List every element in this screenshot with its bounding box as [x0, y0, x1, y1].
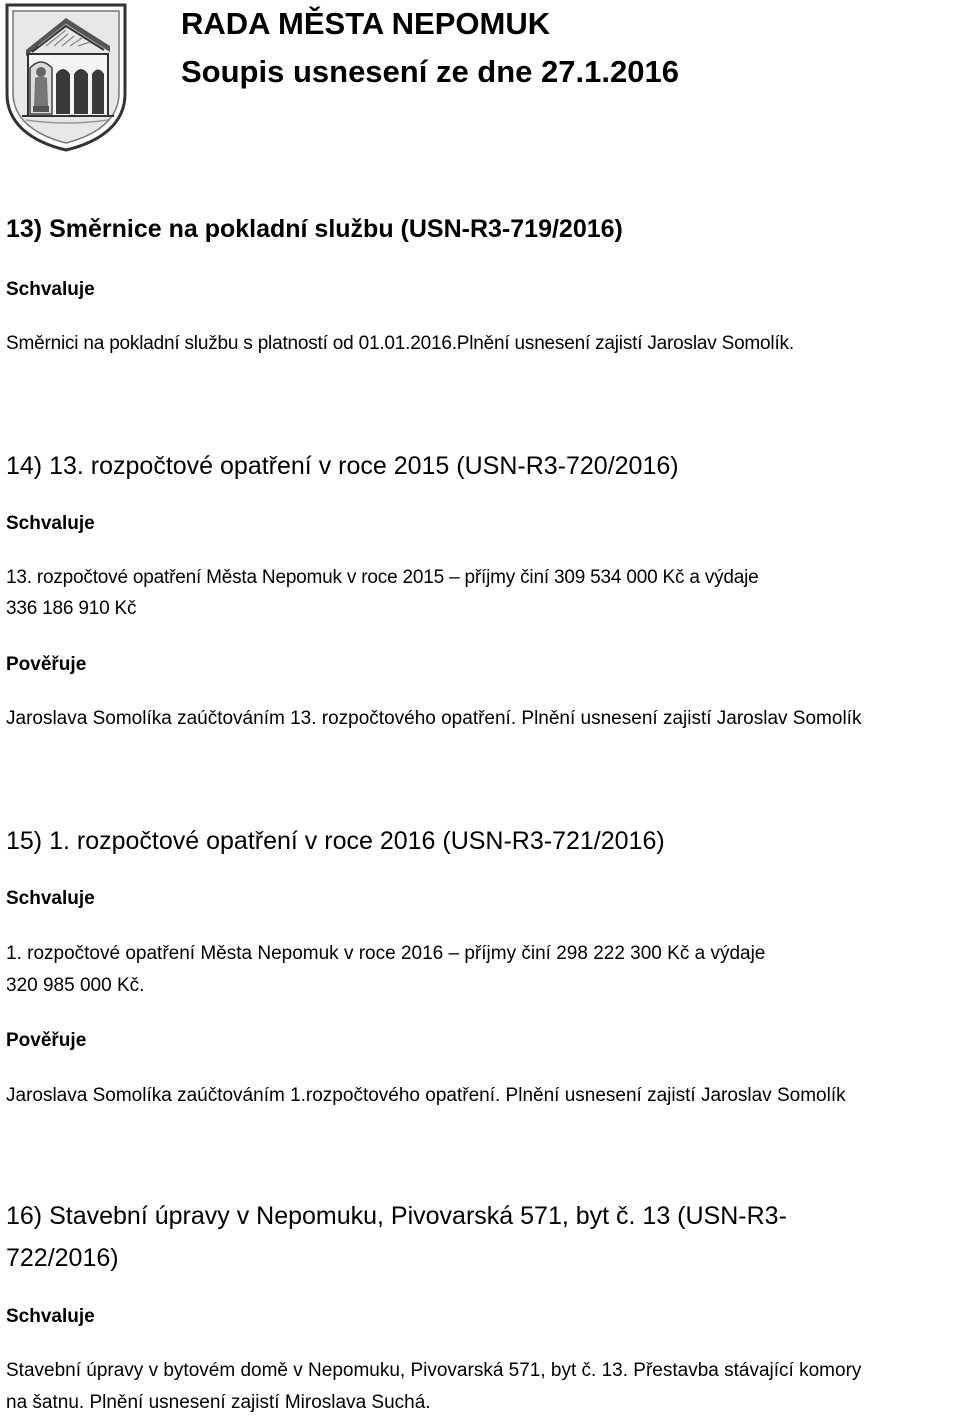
section-13-heading: 13) Směrnice na pokladní službu (USN-R3-719/2016) [6, 215, 623, 243]
council-title: RADA MĚSTA NEPOMUK [181, 6, 551, 41]
section-13-approves-label: Schvaluje [6, 279, 95, 300]
section-14-approves-label: Schvaluje [6, 513, 95, 534]
section-15-heading: 15) 1. rozpočtové opatření v roce 2016 (USN-R3-721/2016) [6, 827, 665, 855]
section-13-approves-text: Směrnici na pokladní službu s platností od 01.01.2016.Plnění usnesení zajistí Jaroslav Somolík. [6, 333, 794, 354]
section-14-approves-text-line1: 13. rozpočtové opatření Města Nepomuk v roce 2015 – příjmy činí 309 534 000 Kč a výdaje [6, 567, 759, 588]
section-14-approves-text-line2: 336 186 910 Kč [6, 598, 137, 619]
section-16-approves-text-line1: Stavební úpravy v bytovém domě v Nepomuku, Pivovarská 571, byt č. 13. Přestavba stávající komory [6, 1360, 862, 1381]
section-16-approves-label: Schvaluje [6, 1306, 95, 1327]
section-15-entrusts-label: Pověřuje [6, 1030, 87, 1051]
section-16-heading-line2: 722/2016) [6, 1244, 119, 1272]
section-15-approves-text-line2: 320 985 000 Kč. [6, 975, 145, 996]
document-title: Soupis usnesení ze dne 27.1.2016 [181, 54, 679, 89]
section-14-entrusts-text: Jaroslava Somolíka zaúčtováním 13. rozpočtového opatření. Plnění usnesení zajistí Jaroslav Somolík [6, 708, 862, 729]
section-14-heading: 14) 13. rozpočtové opatření v roce 2015 (USN-R3-720/2016) [6, 452, 679, 480]
section-14-entrusts-label: Pověřuje [6, 654, 87, 675]
section-16-approves-text-line2: na šatnu. Plnění usnesení zajistí Miroslava Suchá. [6, 1392, 431, 1413]
section-15-approves-label: Schvaluje [6, 888, 95, 909]
section-15-entrusts-text: Jaroslava Somolíka zaúčtováním 1.rozpočtového opatření. Plnění usnesení zajistí Jaroslav Somolík [6, 1085, 846, 1106]
town-coat-of-arms-logo [4, 2, 128, 152]
section-15-approves-text-line1: 1. rozpočtové opatření Města Nepomuk v roce 2016 – příjmy činí 298 222 300 Kč a výdaje [6, 943, 766, 964]
section-16-heading-line1: 16) Stavební úpravy v Nepomuku, Pivovarská 571, byt č. 13 (USN-R3- [6, 1202, 787, 1230]
